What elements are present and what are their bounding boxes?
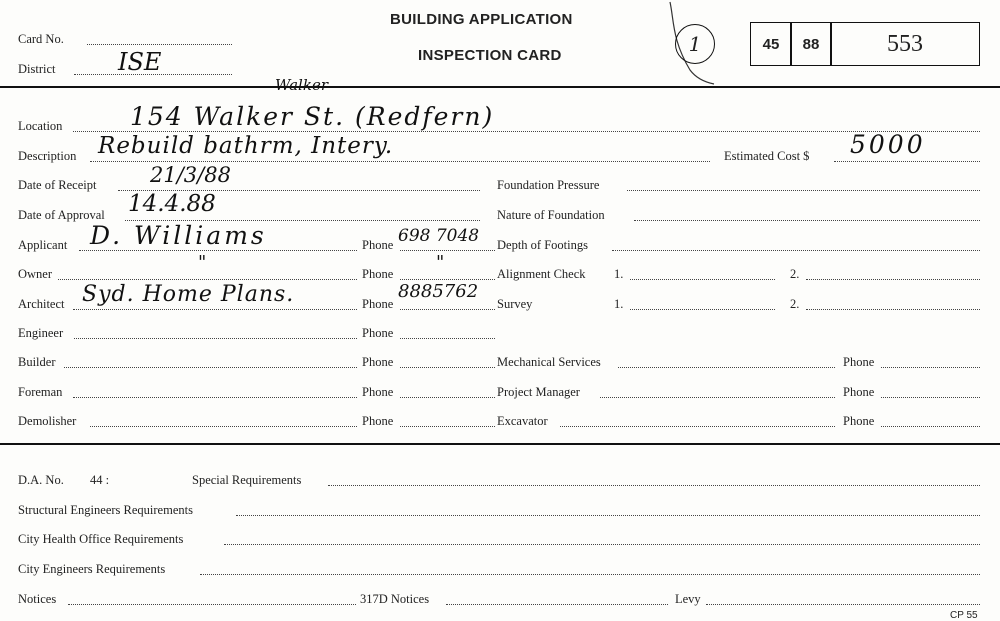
card-title-line2: INSPECTION CARD — [418, 47, 562, 64]
levy-field — [706, 604, 980, 605]
applicant-field — [79, 250, 357, 251]
foreman-field — [73, 397, 357, 398]
da-no-value: 44 : — [90, 473, 110, 487]
top-rule — [0, 86, 1000, 88]
owner-label: Owner — [18, 267, 53, 281]
survey-num-1: 1. — [614, 297, 624, 311]
alignment-num-2: 2. — [790, 267, 800, 281]
nature-foundation-label: Nature of Foundation — [497, 208, 605, 222]
alignment-field-2 — [806, 279, 980, 280]
excavator-phone-field — [881, 426, 980, 427]
builder-phone-field — [400, 367, 495, 368]
builder-label: Builder — [18, 355, 56, 369]
project-manager-field — [600, 397, 835, 398]
owner-value: " — [198, 252, 207, 273]
location-correction: Walker — [275, 76, 328, 94]
structural-field — [236, 515, 980, 516]
project-manager-label: Project Manager — [497, 385, 580, 399]
architect-phone-field — [400, 309, 495, 310]
architect-phone-value: 8885762 — [398, 281, 479, 302]
health-field — [224, 544, 980, 545]
project-manager-phone-label: Phone — [843, 385, 875, 399]
applicant-label: Applicant — [18, 238, 68, 252]
card-no-field — [87, 44, 232, 45]
structural-label: Structural Engineers Requirements — [18, 503, 193, 517]
foreman-phone-field — [400, 397, 495, 398]
foundation-pressure-label: Foundation Pressure — [497, 178, 600, 192]
mechanical-phone-field — [881, 367, 980, 368]
description-label: Description — [18, 149, 77, 163]
demolisher-phone-field — [400, 426, 495, 427]
card-code-b: 88 — [790, 22, 832, 66]
applicant-phone-field — [400, 250, 495, 251]
foundation-pressure-field — [627, 190, 980, 191]
notices-field — [68, 604, 356, 605]
date-receipt-value: 21/3/88 — [150, 163, 231, 187]
city-engineers-label: City Engineers Requirements — [18, 562, 166, 576]
nature-foundation-field — [634, 220, 980, 221]
date-approval-label: Date of Approval — [18, 208, 105, 222]
levy-label: Levy — [675, 592, 701, 606]
special-requirements-field — [328, 485, 980, 486]
description-field — [90, 161, 710, 162]
architect-value: Syd. Home Plans. — [82, 282, 295, 307]
notices-317d-label: 317D Notices — [360, 592, 430, 606]
demolisher-label: Demolisher — [18, 414, 77, 428]
notices-label: Notices — [18, 592, 57, 606]
depth-footings-label: Depth of Footings — [497, 238, 588, 252]
da-no-label: D.A. No. — [18, 473, 64, 487]
foreman-label: Foreman — [18, 385, 63, 399]
card-code-a: 45 — [750, 22, 792, 66]
alignment-num-1: 1. — [614, 267, 624, 281]
date-receipt-label: Date of Receipt — [18, 178, 97, 192]
demolisher-phone-label: Phone — [362, 414, 394, 428]
circled-number: 1 — [675, 24, 715, 64]
location-field — [73, 131, 980, 132]
mechanical-field — [618, 367, 835, 368]
mechanical-label: Mechanical Services — [497, 355, 601, 369]
survey-label: Survey — [497, 297, 533, 311]
demolisher-field — [90, 426, 357, 427]
card-title-line1: BUILDING APPLICATION — [390, 11, 573, 28]
notices-317d-field — [446, 604, 668, 605]
applicant-value: D. Williams — [90, 221, 267, 250]
form-code: CP 55 — [950, 610, 978, 621]
engineer-label: Engineer — [18, 326, 64, 340]
owner-phone-label: Phone — [362, 267, 394, 281]
architect-label: Architect — [18, 297, 65, 311]
district-label: District — [18, 62, 56, 76]
card-number: 553 — [830, 22, 980, 66]
alignment-check-label: Alignment Check — [497, 267, 586, 281]
estimated-cost-field — [834, 161, 980, 162]
date-approval-value: 14.4.88 — [128, 191, 216, 217]
location-label: Location — [18, 119, 63, 133]
architect-phone-label: Phone — [362, 297, 394, 311]
builder-field — [64, 367, 357, 368]
owner-phone-field — [400, 279, 495, 280]
special-requirements-label: Special Requirements — [192, 473, 302, 487]
survey-field-2 — [806, 309, 980, 310]
owner-field — [58, 279, 357, 280]
health-label: City Health Office Requirements — [18, 532, 184, 546]
architect-field — [73, 309, 357, 310]
engineer-field — [74, 338, 357, 339]
builder-phone-label: Phone — [362, 355, 394, 369]
estimated-cost-label: Estimated Cost $ — [724, 149, 810, 163]
engineer-phone-field — [400, 338, 495, 339]
applicant-phone-value: 698 7048 — [398, 226, 480, 246]
mechanical-phone-label: Phone — [843, 355, 875, 369]
excavator-label: Excavator — [497, 414, 548, 428]
owner-phone-value: " — [436, 252, 445, 273]
depth-footings-field — [612, 250, 980, 251]
applicant-phone-label: Phone — [362, 238, 394, 252]
survey-num-2: 2. — [790, 297, 800, 311]
description-value: Rebuild bathrm, Intery. — [98, 133, 394, 159]
excavator-phone-label: Phone — [843, 414, 875, 428]
engineer-phone-label: Phone — [362, 326, 394, 340]
foreman-phone-label: Phone — [362, 385, 394, 399]
project-manager-phone-field — [881, 397, 980, 398]
location-value: 154 Walker St. (Redfern) — [130, 102, 495, 131]
city-engineers-field — [200, 574, 980, 575]
survey-field-1 — [630, 309, 775, 310]
middle-rule — [0, 443, 1000, 445]
card-no-label: Card No. — [18, 32, 64, 46]
estimated-cost-value: 5000 — [850, 130, 926, 159]
district-value: ISE — [118, 48, 162, 76]
excavator-field — [560, 426, 835, 427]
alignment-field-1 — [630, 279, 775, 280]
